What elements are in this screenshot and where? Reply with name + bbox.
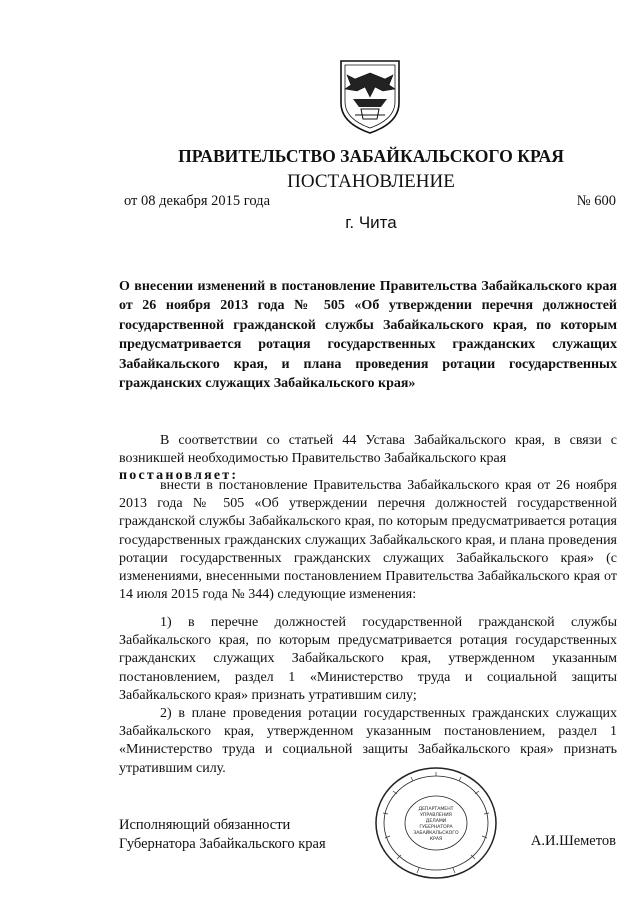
item-2-paragraph: 2) в плане проведения ротации государственных гражданских служащих Забайкальского края, утвержденном указанным постановлением, раздел 1 «Министерство труда и социальной защиты Забайкальского края» признать утратившим силу. [119,706,617,776]
decree-word: постановляет: [119,468,239,483]
signatory-role [119,816,326,854]
document-type: ПОСТАНОВЛЕНИЕ [287,171,455,192]
svg-text:ДЕПАРТАМЕНТ: ДЕПАРТАМЕНТ [418,807,454,812]
main-paragraph: внести в постановление Правительства Забайкальского края от 26 ноября 2013 года № 505 «Об утверждении перечня должностей государственной гражданской службы Забайкальского края, по которым предусматривается ротация государственных гражданских служащих Забайкальского края, и плана проведения ротации государственных гражданских служащих Забайкальского края» (с изменениями, внесенными постановлением Правительства Забайкальского края от 14 июля 2015 года № 344) следующие изменения: [119,478,617,603]
organization-title: ПРАВИТЕЛЬСТВО ЗАБАЙКАЛЬСКОГО КРАЯ [178,146,564,166]
signatory-role-line-2: Губернатора Забайкальского края [119,836,326,852]
svg-text:ЗАБАЙКАЛЬСКОГО: ЗАБАЙКАЛЬСКОГО [413,831,459,836]
preamble-paragraph: В соответствии со статьей 44 Устава Забайкальского края, в связи с возникшей необходимостью Правительство Забайкальского края [119,433,617,467]
svg-text:ДЕЛАМИ: ДЕЛАМИ [425,819,447,824]
document-heading: О внесении изменений в постановление Правительства Забайкальского края от 26 ноября 2013 года № 505 «Об утверждении перечня должностей государственной гражданской службы Забайкальского края, по которым предусматривается ротация государственных гражданских служащих Забайкальского края, и плана проведения ротации государственных гражданских служащих Забайкальского края» [119,279,617,392]
document-city: г. Чита [345,213,397,232]
item-1-paragraph: 1) в перечне должностей государственной гражданской службы Забайкальского края, по которым предусматривается ротация государственных гражданских служащих Забайкальского края, утвержденном указанным постановлением, раздел 1 «Министерство труда и социальной защиты Забайкальского края» признать утратившим силу; [119,615,617,703]
document-number: № 600 [576,193,616,209]
document-date: от 08 декабря 2015 года [124,193,270,209]
signatory-role-line-1: Исполняющий обязанности [119,817,291,833]
official-seal-stamp [371,763,501,883]
svg-text:ГУБЕРНАТОРА: ГУБЕРНАТОРА [419,825,453,830]
svg-text:КРАЯ: КРАЯ [429,837,443,842]
signatory-name: А.И.Шеметов [530,833,616,849]
coat-of-arms-emblem [331,57,409,135]
svg-text:УПРАВЛЕНИЯ: УПРАВЛЕНИЯ [420,813,452,818]
